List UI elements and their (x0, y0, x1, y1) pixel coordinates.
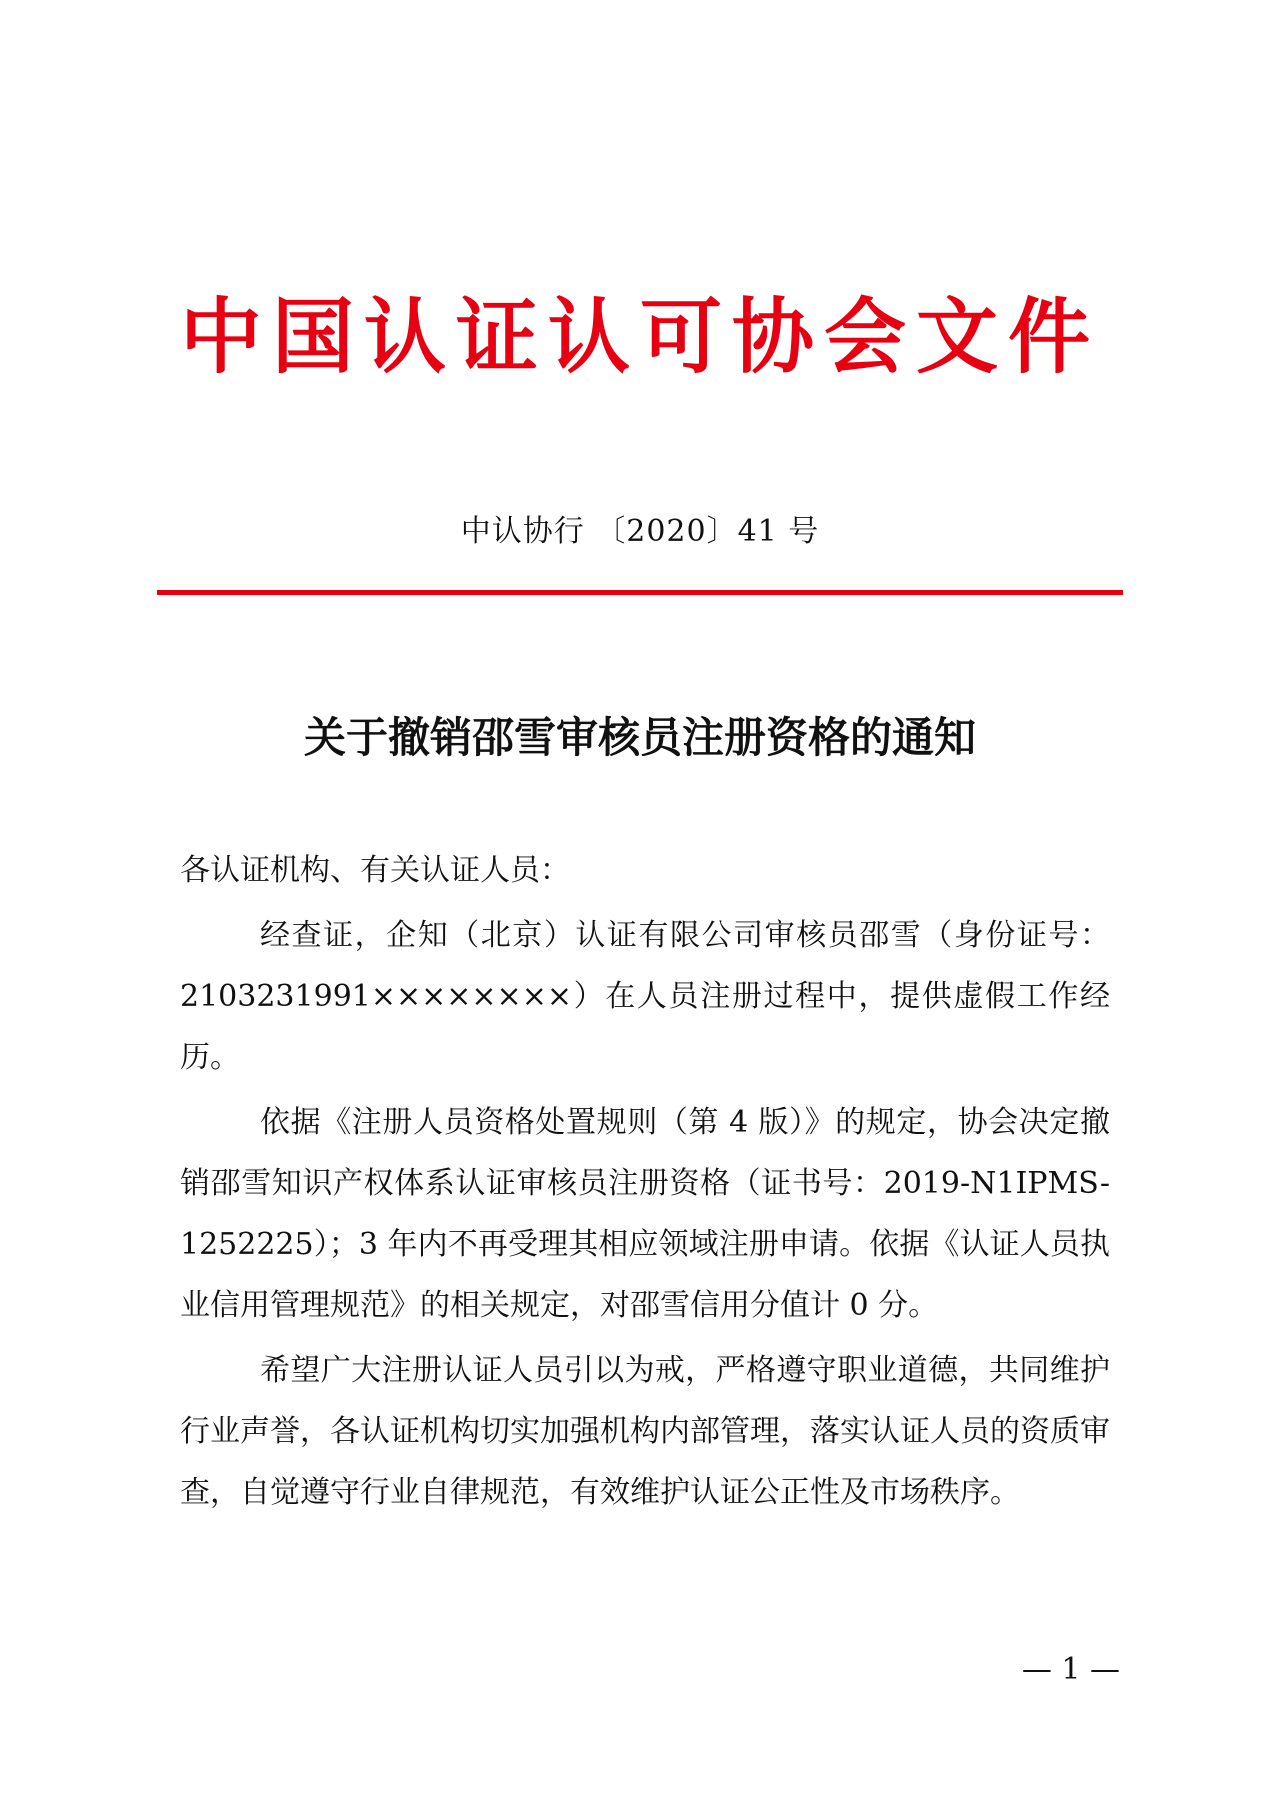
red-divider-line (157, 590, 1123, 595)
notice-body (180, 840, 1110, 1527)
masthead-title: 中国认证认可协会文件 (179, 290, 1100, 385)
salutation: 各认证机构、有关认证人员： (180, 853, 570, 888)
body-paragraph: 经查证，企知（北京）认证有限公司审核员邵雪（身份证号：2103231991××××××××）在人员注册过程中，提供虚假工作经历。 (180, 918, 1110, 1075)
notice-title: 关于撤销邵雪审核员注册资格的通知 (303, 713, 976, 762)
document-number: 中认协行 〔2020〕41 号 (460, 514, 820, 549)
body-paragraph: 希望广大注册认证人员引以为戒，严格遵守职业道德，共同维护行业声誉，各认证机构切实加强机构内部管理，落实认证人员的资质审查，自觉遵守行业自律规范，有效维护认证公正性及市场秩序。 (180, 1353, 1110, 1510)
body-paragraph: 依据《注册人员资格处置规则（第 4 版）》的规定，协会决定撤销邵雪知识产权体系认证审核员注册资格（证书号：2019-N1IPMS-1252225）；3 年内不再受理其相应领域注册申请。依据《认证人员执业信用管理规范》的相关规定，对邵雪信用分值计 0 分。 (180, 1105, 1110, 1323)
page-number: — 1 — (1021, 1652, 1120, 1687)
